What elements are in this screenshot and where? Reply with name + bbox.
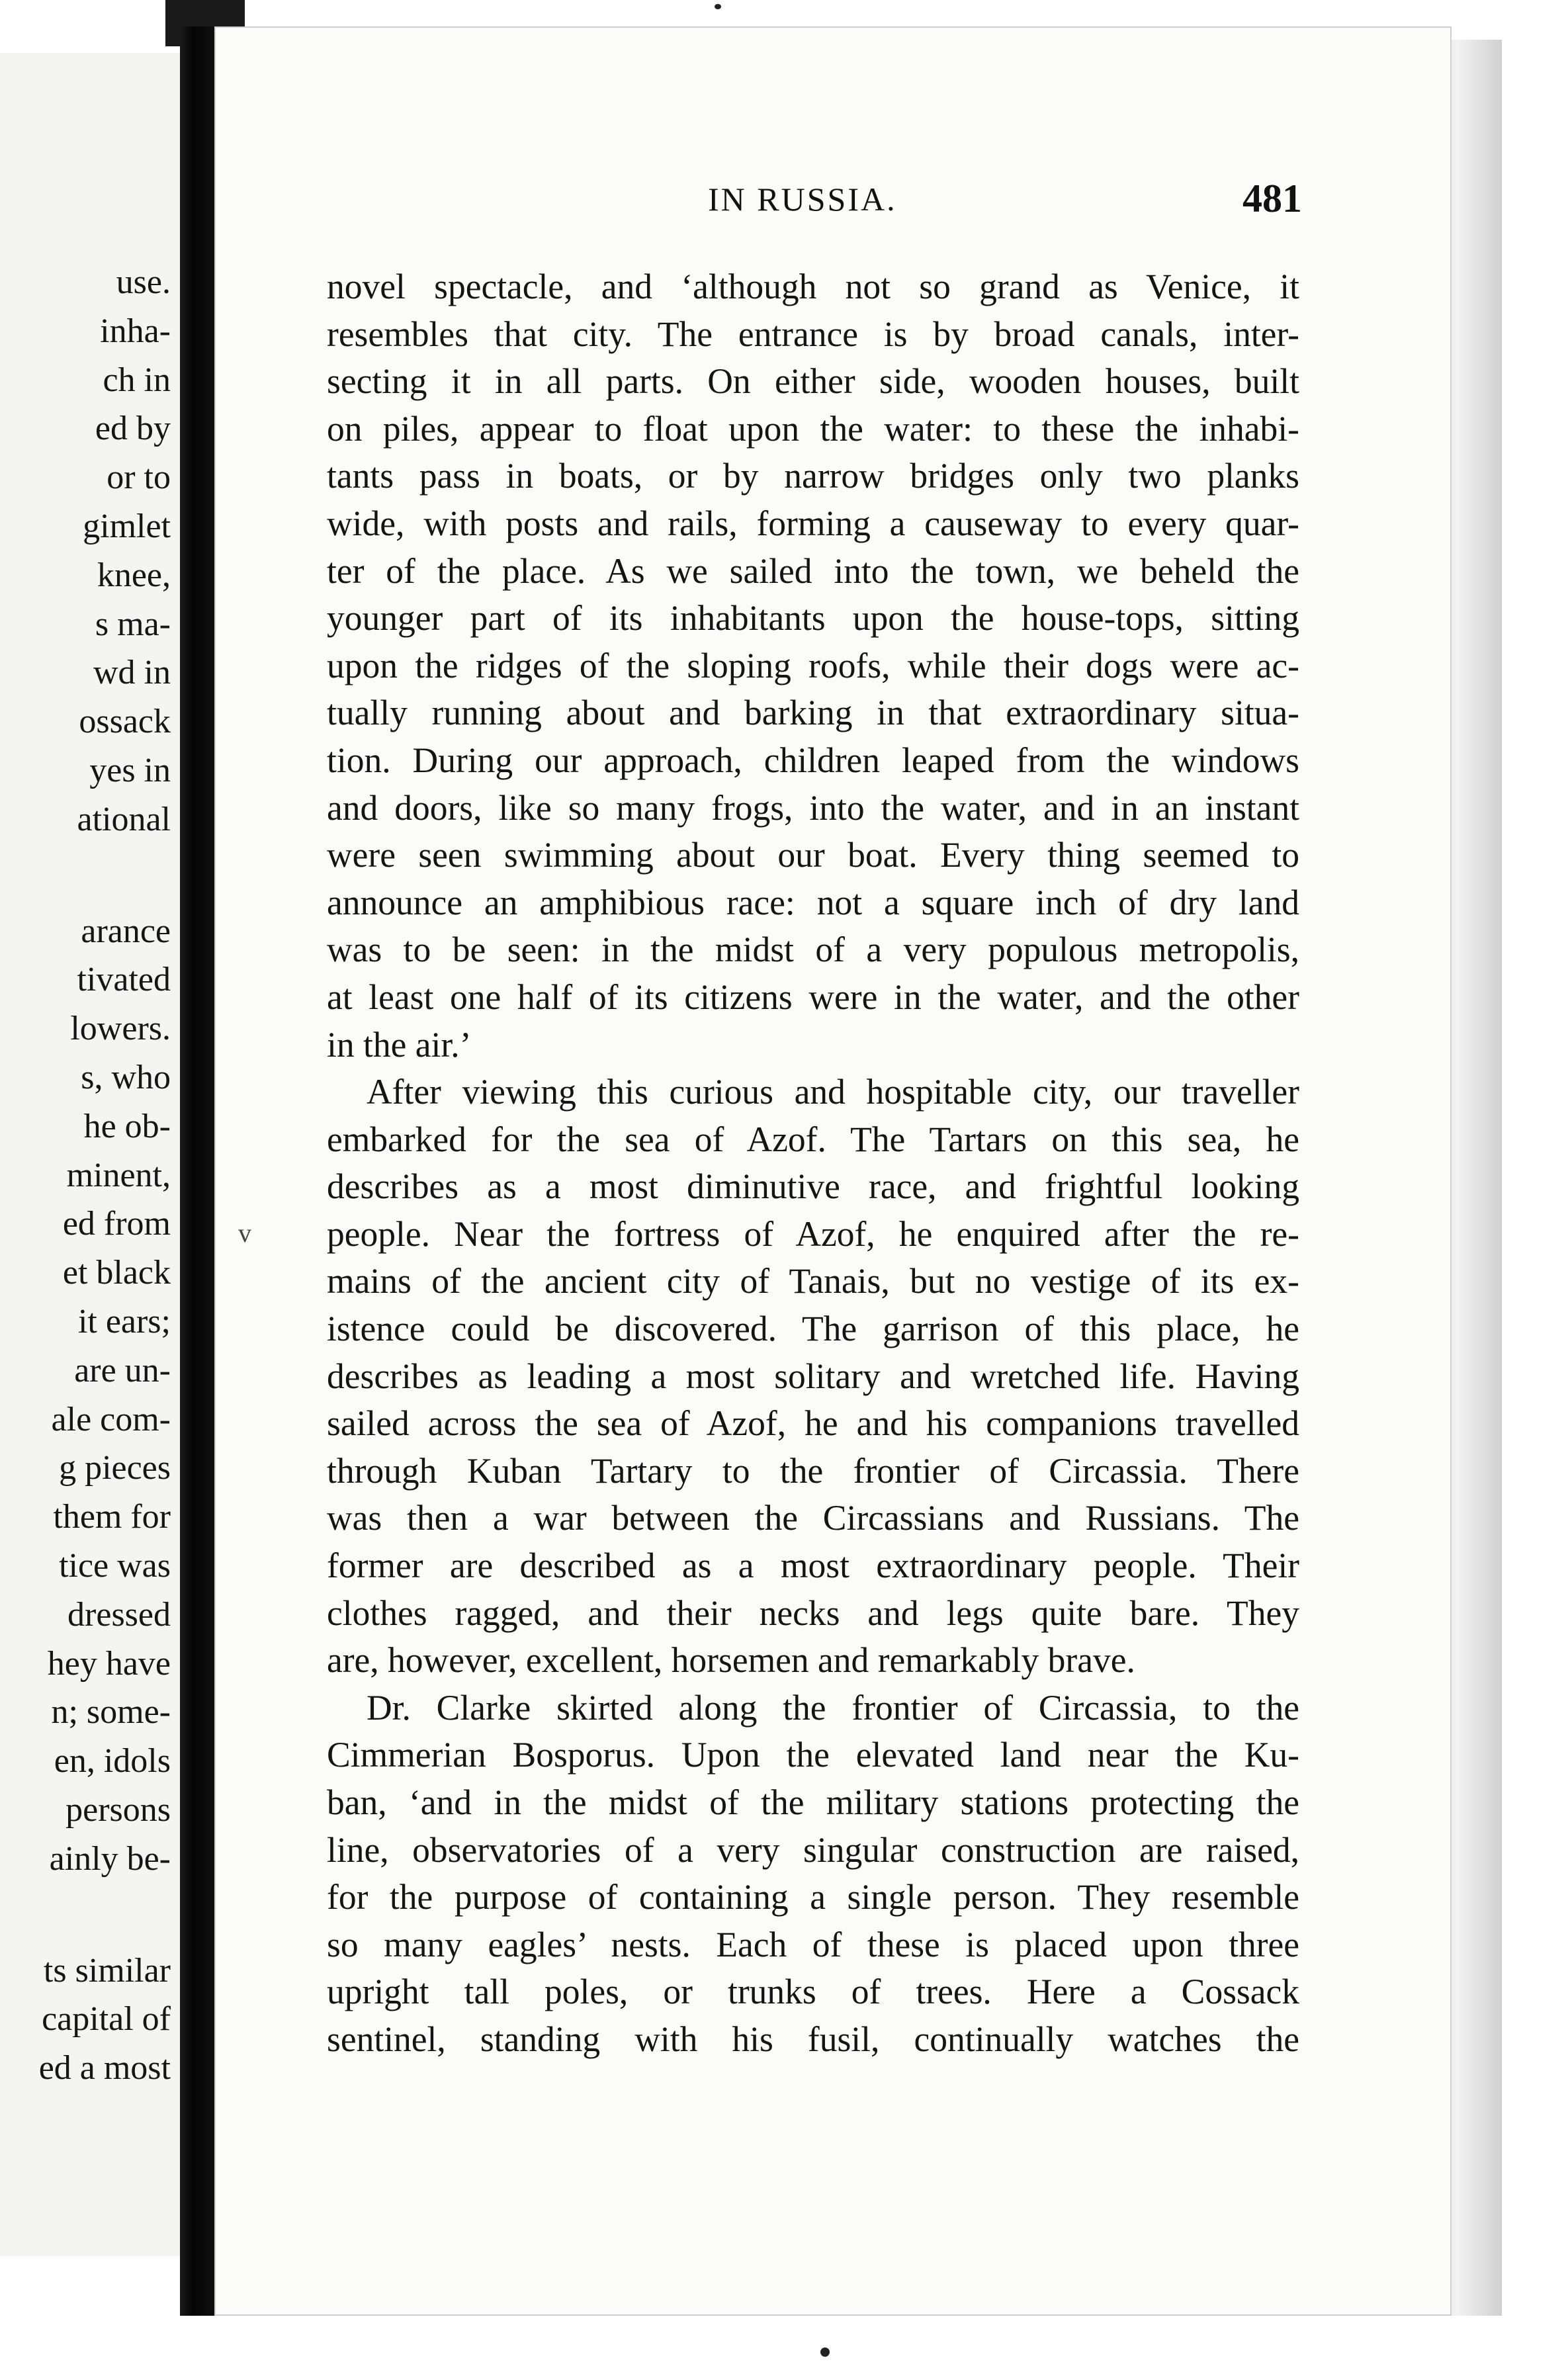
body-line: at least one half of its citizens were in the water, and the other — [327, 977, 1299, 1017]
left-page-line: tice was — [59, 1546, 171, 1585]
body-line: tion. During our approach, children leaped from the windows — [327, 740, 1299, 780]
body-line: sailed across the sea of Azof, he and his companions travelled — [327, 1403, 1299, 1444]
left-page-line: ed from — [62, 1205, 171, 1243]
body-line: resembles that city. The entrance is by broad canals, inter- — [327, 314, 1299, 354]
left-page-line: en, idols — [54, 1742, 171, 1780]
left-page-line: ed by — [95, 410, 171, 448]
body-line: ban, ‘and in the midst of the military stations protecting the — [327, 1782, 1299, 1822]
body-line: upon the ridges of the sloping roofs, while their dogs were ac- — [327, 645, 1299, 685]
body-line: describes as a most diminutive race, and frightful looking — [327, 1166, 1299, 1207]
left-page-line: he ob- — [83, 1107, 171, 1145]
body-line: wide, with posts and rails, forming a causeway to every quar- — [327, 503, 1299, 543]
body-line: describes as leading a most solitary and wretched life. Having — [327, 1356, 1299, 1396]
scan-speck — [715, 4, 721, 9]
body-line: are, however, excellent, horsemen and remarkably brave. — [327, 1640, 1135, 1681]
left-page-line: ts similar — [43, 1951, 171, 1990]
left-page-line: ch in — [103, 361, 171, 399]
left-page-text — [0, 258, 171, 2093]
body-line: tants pass in boats, or by narrow bridges only two planks — [327, 456, 1299, 496]
page-number: 481 — [1242, 177, 1302, 220]
book-gutter — [180, 26, 214, 2316]
body-line: Dr. Clarke skirted along the frontier of Circassia, to the — [367, 1687, 1299, 1728]
left-page-gap — [0, 1884, 171, 1947]
body-line: upright tall poles, or trunks of trees. Here a Cossack — [327, 1972, 1299, 2012]
body-line: embarked for the sea of Azof. The Tartars on this sea, he — [327, 1119, 1299, 1159]
body-line: on piles, appear to float upon the water: to these the inhabi- — [327, 408, 1299, 449]
left-page-line: arance — [81, 912, 171, 950]
body-line: was then a war between the Circassians and Russians. The — [327, 1498, 1299, 1538]
left-page-line: n; some- — [51, 1693, 171, 1732]
body-line: clothes ragged, and their necks and legs quite bare. They — [327, 1593, 1299, 1633]
left-page-line: ossack — [79, 703, 171, 741]
body-line: sentinel, standing with his fusil, continually watches the — [327, 2019, 1299, 2059]
left-page-line: capital of — [42, 2000, 171, 2039]
body-line: so many eagles’ nests. Each of these is placed upon three — [327, 1924, 1299, 1964]
left-page-line: persons — [65, 1790, 171, 1829]
left-page-line: are un- — [74, 1351, 171, 1389]
body-line: for the purpose of containing a single person. They resemble — [327, 1877, 1299, 1917]
body-line: was to be seen: in the midst of a very populous metropolis, — [327, 930, 1299, 970]
left-page-line: ale com- — [51, 1400, 171, 1438]
left-page-line: dressed — [67, 1595, 171, 1634]
body-line: through Kuban Tartary to the frontier of Circassia. There — [327, 1450, 1299, 1491]
body-line: After viewing this curious and hospitable city, our traveller — [367, 1072, 1299, 1112]
body-line: novel spectacle, and ‘although not so grand as Venice, it — [327, 267, 1299, 306]
body-line: ter of the place. As we sailed into the town, we beheld the — [327, 550, 1299, 591]
body-line: secting it in all parts. On either side, wooden houses, built — [327, 361, 1299, 402]
body-line: former are described as a most extraordinary people. Their — [327, 1546, 1299, 1586]
left-page-line: it ears; — [77, 1302, 171, 1340]
left-page-line: use. — [116, 263, 171, 301]
left-page-line: tivated — [77, 961, 171, 999]
left-facing-page — [0, 53, 182, 2256]
left-page-line: ed a most — [38, 2049, 171, 2087]
left-page-line: or to — [107, 459, 171, 497]
left-page-line: et black — [62, 1254, 171, 1292]
body-line: istence could be discovered. The garrison of this place, he — [327, 1309, 1299, 1349]
left-page-line: lowers. — [70, 1010, 171, 1048]
body-line: were seen swimming about our boat. Every thing seemed to — [327, 835, 1299, 875]
body-line: in the air.’ — [327, 1024, 472, 1065]
body-text — [327, 263, 1299, 2064]
left-page-line: ainly be- — [49, 1839, 171, 1878]
left-page-line: gimlet — [83, 507, 171, 545]
left-page-line: g pieces — [59, 1449, 171, 1487]
margin-mark: v — [238, 1218, 251, 1248]
running-title: IN RUSSIA. — [708, 181, 897, 218]
left-page-line: inha- — [100, 312, 171, 350]
body-line: announce an amphibious race: not a square inch of dry land — [327, 882, 1299, 922]
left-page-line: minent, — [66, 1156, 171, 1194]
left-page-line: ational — [77, 800, 171, 838]
scan-speck — [820, 2348, 830, 2357]
body-line: people. Near the fortress of Azof, he enquired after the re- — [327, 1213, 1299, 1254]
body-line: mains of the ancient city of Tanais, but no vestige of its ex- — [327, 1261, 1299, 1301]
left-page-line: s, who — [81, 1058, 171, 1096]
left-page-line: hey have — [47, 1644, 171, 1683]
left-page-line: them for — [53, 1498, 171, 1536]
body-line: tually running about and barking in that extraordinary situa- — [327, 693, 1299, 733]
left-page-line: wd in — [93, 654, 171, 692]
left-page-gap — [0, 844, 171, 907]
left-page-line: yes in — [89, 751, 171, 789]
body-line: Cimmerian Bosporus. Upon the elevated land near the Ku- — [327, 1735, 1299, 1775]
left-page-line: s ma- — [95, 605, 171, 643]
body-line: line, observatories of a very singular construction are raised, — [327, 1829, 1299, 1870]
left-page-line: knee, — [97, 556, 171, 594]
body-line: younger part of its inhabitants upon the house-tops, sitting — [327, 598, 1299, 638]
body-line: and doors, like so many frogs, into the water, and in an instant — [327, 787, 1299, 828]
